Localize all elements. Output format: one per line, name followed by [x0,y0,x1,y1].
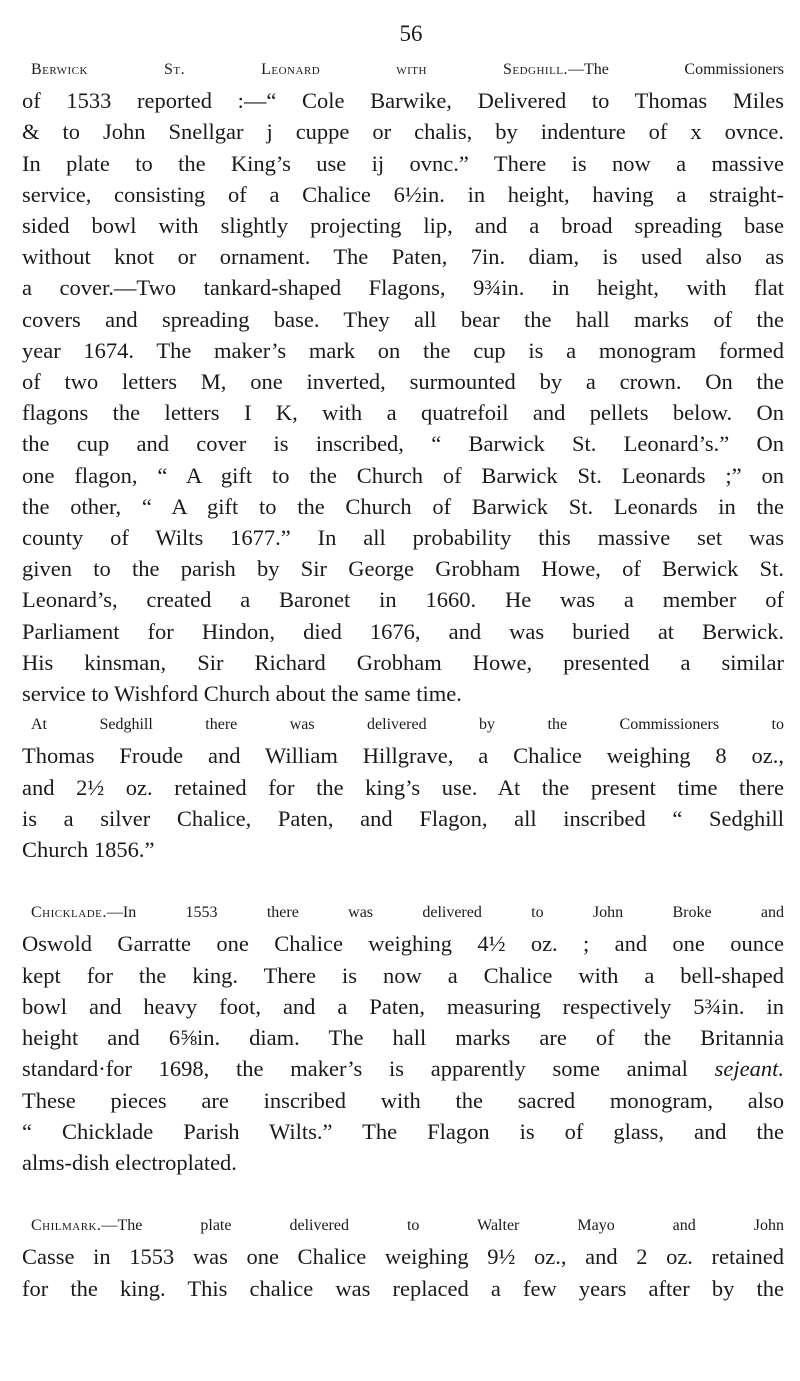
text-line: of 1533 reported :—“ Cole Barwike, Delivered to Thomas Miles [22,88,784,114]
text-line: service, consisting of a Chalice 6½in. in height, having a straight- [22,181,784,207]
text-line: the cup and cover is inscribed, “ Barwick St. Leonard’s.” On [22,431,784,457]
text-line: At Sedghill there was delivered by the Commissioners to [31,716,784,734]
text-line: Casse in 1553 was one Chalice weighing 9½ oz., and 2 oz. retained [22,1244,784,1270]
text-line: Berwick St. Leonard with Sedghill.—The Commissioners [31,61,784,78]
text-line: year 1674. The maker’s mark on the cup is a monogram formed [22,337,784,363]
text-line: alms-dish electroplated. [22,1149,237,1175]
text-line: Oswold Garratte one Chalice weighing 4½ oz. ; and one ounce [22,931,784,957]
text-line: the other, “ A gift to the Church of Barwick St. Leonards in the [22,493,784,519]
text-line: Thomas Froude and William Hillgrave, a Chalice weighing 8 oz., [22,743,784,769]
document-page [22,0,784,1304]
text-line: Chilmark.—The plate delivered to Walter Mayo and John [31,1217,784,1235]
text-line: flagons the letters I K, with a quatrefoil and pellets below. On [22,400,784,426]
text-line: without knot or ornament. The Paten, 7in. diam, is used also as [22,244,784,270]
text-line: Chicklade.—In 1553 there was delivered to John Broke and [31,904,784,922]
text-line: & to John Snellgar j cuppe or chalis, by indenture of x ovnce. [22,119,784,145]
text-line: Parliament for Hindon, died 1676, and was buried at Berwick. [22,618,784,644]
text-line: for the king. This chalice was replaced a few years after by the [22,1275,784,1301]
text-line: one flagon, “ A gift to the Church of Barwick St. Leonards ;” on [22,462,784,488]
text-line: Church 1856.” [22,837,155,863]
text-line: Leonard’s, created a Baronet in 1660. He was a member of [22,587,784,613]
text-line: bowl and heavy foot, and a Paten, measuring respectively 5¾in. in [22,993,784,1019]
section-heading-chicklade: Chicklade. [31,904,107,922]
text-line: service to Wishford Church about the same time. [22,681,462,707]
paragraph-sedghill [22,709,784,865]
text-line: given to the parish by Sir George Grobham Howe, of Berwick St. [22,556,784,582]
text-line: a cover.—Two tankard-shaped Flagons, 9¾in. in height, with flat [22,275,784,301]
italic-word: sejeant. [714,1056,784,1082]
text-line: is a silver Chalice, Paten, and Flagon, all inscribed “ Sedghill [22,805,784,831]
text-line: and 2½ oz. retained for the king’s use. At the present time there [22,774,784,800]
text-line: These pieces are inscribed with the sacred monogram, also [22,1087,784,1113]
text-line: In plate to the King’s use ij ovnc.” There is now a massive [22,150,784,176]
text-line: covers and spreading base. They all bear the hall marks of the [22,306,784,332]
paragraph-berwick [22,54,784,709]
text-line: kept for the king. There is now a Chalice with a bell-shaped [22,962,784,988]
paragraph-chicklade [22,897,784,1178]
text-line: county of Wilts 1677.” In all probability this massive set was [22,525,784,551]
text-line: standard·for 1698, the maker’s is apparently some animal sejeant. [22,1056,784,1082]
section-heading-berwick: Berwick St. Leonard with Sedghill. [31,61,569,78]
text-line: His kinsman, Sir Richard Grobham Howe, presented a similar [22,649,784,675]
section-heading-chilmark: Chilmark. [31,1217,102,1235]
text-line: “ Chicklade Parish Wilts.” The Flagon is of glass, and the [22,1118,784,1144]
text-line: sided bowl with slightly projecting lip, and a broad spreading base [22,213,784,239]
text-line: of two letters M, one inverted, surmounted by a crown. On the [22,369,784,395]
paragraph-chilmark [22,1210,784,1304]
text-line: height and 6⅝in. diam. The hall marks are of the Britannia [22,1025,784,1051]
page-number: 56 [399,21,423,46]
